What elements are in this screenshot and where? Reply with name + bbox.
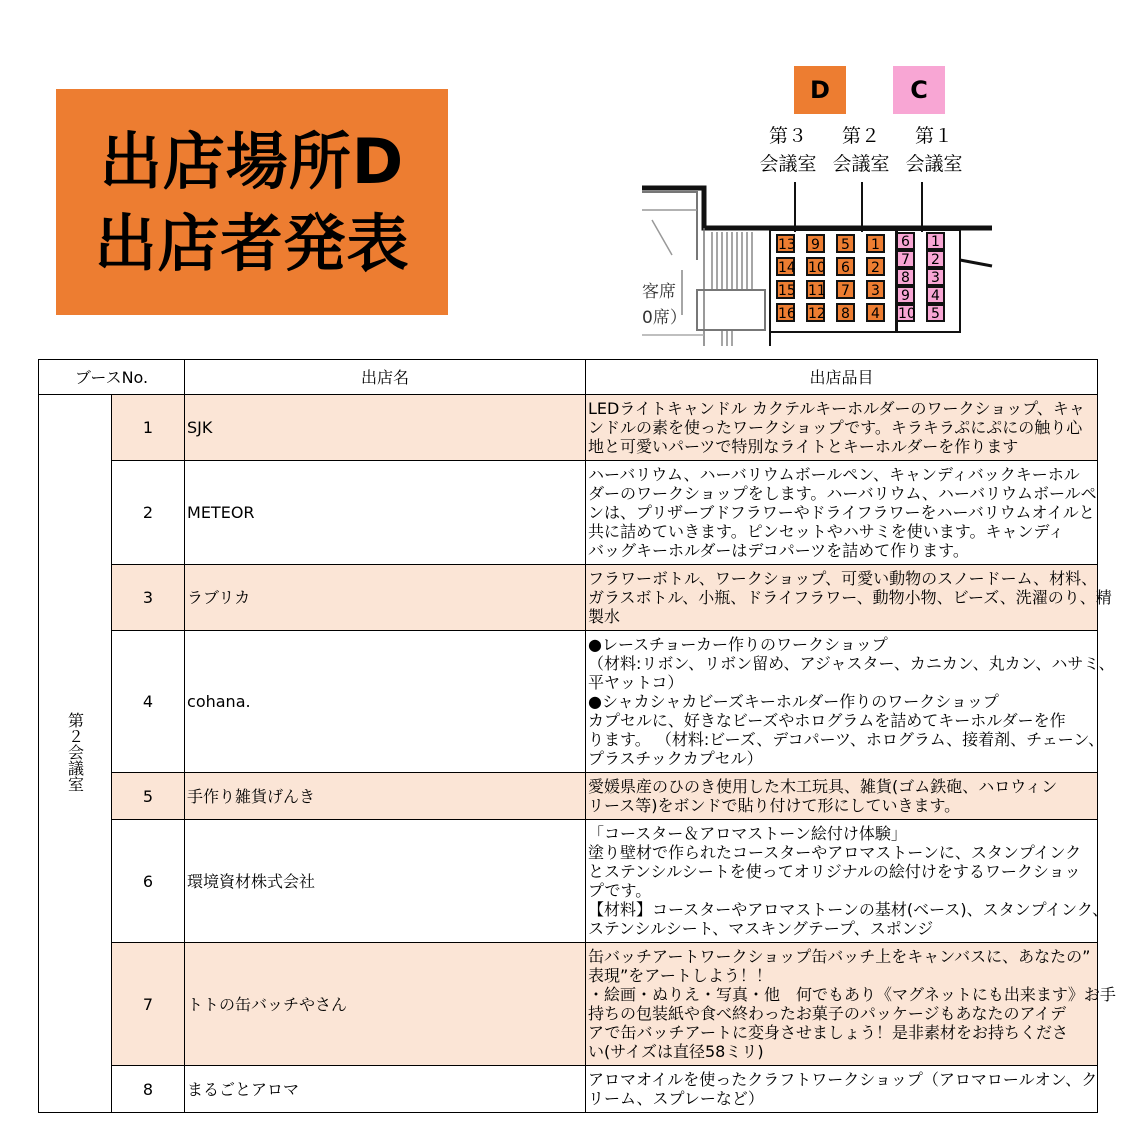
room-label-1 bbox=[901, 122, 967, 178]
shop-name: まるごとアロマ bbox=[185, 1066, 586, 1113]
description-line: バッグキーホルダーはデコパーツを詰めて作ります。 bbox=[588, 541, 969, 560]
description-line: ステンシルシート、マスキングテープ、スポンジ bbox=[588, 919, 934, 938]
description-line: 地と可愛いパーツで特別なライトとキーホルダーを作ります bbox=[588, 437, 1019, 456]
item-description bbox=[586, 820, 1109, 943]
exhibitor-table bbox=[38, 359, 1116, 1113]
room-name: 第２会議室 bbox=[65, 711, 85, 792]
table-row bbox=[39, 565, 1098, 631]
shop-name: ラブリカ bbox=[185, 565, 586, 631]
table-row bbox=[39, 773, 1098, 820]
area-c-tag: C bbox=[893, 66, 945, 114]
description-line: ガラスボトル、小瓶、ドライフラワー、動物小物、ビーズ、洗濯のり、精 bbox=[588, 588, 1112, 607]
shop-name: 手作り雑貨げんき bbox=[185, 773, 586, 820]
room-3-line2: 会議室 bbox=[759, 153, 817, 175]
description-line: LEDライトキャンドル カクテルキーホルダーのワークショップ、キャ bbox=[588, 399, 1085, 418]
room-cell bbox=[39, 395, 112, 1113]
booth-orange: 8 bbox=[836, 303, 855, 322]
room-1-line1: 第１ bbox=[914, 125, 953, 147]
item-description bbox=[586, 461, 1098, 565]
description-line: プです。 bbox=[588, 881, 652, 900]
room-2-line1: 第２ bbox=[841, 125, 880, 147]
table-row bbox=[39, 1066, 1098, 1113]
item-description bbox=[586, 631, 1115, 773]
description-line: ります。 （材料:ビーズ、デコパーツ、ホログラム、接着剤、チェーン、 bbox=[588, 730, 1105, 749]
item-description bbox=[586, 773, 1098, 820]
booth-orange: 14 bbox=[776, 257, 795, 276]
seat-label-2: 0席） bbox=[642, 308, 687, 328]
description-line: 持ちの包装紙や食べ終わったお菓子のパッケージもあなたのアイデ bbox=[588, 1004, 1067, 1023]
booth-orange: 1 bbox=[866, 234, 885, 253]
item-description bbox=[586, 565, 1112, 631]
description-line: プラスチックカプセル） bbox=[588, 749, 763, 768]
description-line: 【材料】コースターやアロマストーンの基材(ベース)、スタンプインク、 bbox=[588, 900, 1109, 919]
booth-orange: 16 bbox=[776, 303, 795, 322]
booth-number: 4 bbox=[112, 631, 185, 773]
booth-orange: 11 bbox=[806, 280, 825, 299]
description-line: 「コースター＆アロマストーン絵付け体験」 bbox=[588, 824, 907, 843]
area-d-tag: D bbox=[794, 66, 846, 114]
description-line: フラワーボトル、ワークショップ、可愛い動物のスノードーム、材料、 bbox=[588, 569, 1098, 588]
booth-orange: 13 bbox=[776, 234, 795, 253]
booth-number: 1 bbox=[112, 395, 185, 461]
description-line: ンは、プリザーブドフラワーやドライフラワーをハーバリウムオイルと bbox=[588, 503, 1095, 522]
table-row bbox=[39, 461, 1098, 565]
booth-orange: 9 bbox=[806, 234, 825, 253]
booth-orange: 7 bbox=[836, 280, 855, 299]
item-description bbox=[586, 395, 1098, 461]
description-line: い(サイズは直径58ミリ) bbox=[588, 1042, 764, 1061]
description-line: リース等)をボンドで貼り付けて形にしていきます。 bbox=[588, 796, 961, 815]
booth-pink: 10 bbox=[898, 306, 916, 322]
table-row bbox=[39, 395, 1098, 461]
description-line: 缶バッチアートワークショップ缶バッチ上をキャンバスに、あなたの” bbox=[588, 947, 1091, 966]
description-line: （材料:リボン、リボン留め、アジャスター、カニカン、丸カン、ハサミ、 bbox=[588, 654, 1115, 673]
description-line: アで缶バッチアートに変身させましょう！是非素材をお持ちくださ bbox=[588, 1023, 1069, 1042]
description-line: リーム、スプレーなど） bbox=[588, 1089, 764, 1108]
description-line: 表現”をアートしよう！！ bbox=[588, 966, 772, 985]
room-3-line1: 第３ bbox=[768, 125, 807, 147]
shop-name: トトの缶バッチやさん bbox=[185, 943, 586, 1066]
description-line: ●シャカシャカビーズキーホルダー作りのワークショップ bbox=[588, 692, 999, 711]
booth-number: 6 bbox=[112, 820, 185, 943]
booth-orange: 5 bbox=[836, 234, 855, 253]
booth-pink: 4 bbox=[926, 286, 945, 304]
booth-orange: 6 bbox=[836, 257, 855, 276]
description-line: とステンシルシートを使ってオリジナルの絵付けをするワークショッ bbox=[588, 862, 1081, 881]
header-items: 出店品目 bbox=[586, 360, 1098, 395]
booth-pink: 8 bbox=[896, 268, 915, 286]
description-line: 共に詰めていきます。ピンセットやハサミを使います。キャンディ bbox=[588, 522, 1065, 541]
booth-number: 3 bbox=[112, 565, 185, 631]
shop-name: SJK bbox=[185, 395, 586, 461]
description-line: アロマオイルを使ったクラフトワークショップ（アロマロールオン、ク bbox=[588, 1070, 1098, 1089]
booth-pink: 7 bbox=[896, 250, 915, 268]
booth-number: 7 bbox=[112, 943, 185, 1066]
title-line-2: 出店者発表 bbox=[94, 207, 410, 280]
table-row bbox=[39, 943, 1098, 1066]
floor-map bbox=[642, 60, 1002, 346]
booth-pink: 2 bbox=[926, 250, 945, 268]
booth-number: 2 bbox=[112, 461, 185, 565]
booth-pink: 9 bbox=[896, 286, 915, 304]
item-description bbox=[586, 943, 1116, 1066]
booth-orange: 3 bbox=[866, 280, 885, 299]
description-line: 製水 bbox=[588, 607, 621, 626]
title-banner bbox=[56, 89, 448, 315]
shop-name: cohana. bbox=[185, 631, 586, 773]
header-shop-name: 出店名 bbox=[185, 360, 586, 395]
item-description bbox=[586, 1066, 1098, 1113]
table-header-row bbox=[39, 360, 1098, 395]
description-line: 塗り壁材で作られたコースターやアロマストーンに、スタンプインク bbox=[588, 843, 1082, 862]
seat-label-1: 客席 bbox=[642, 282, 676, 302]
booth-pink: 3 bbox=[926, 268, 945, 286]
booth-orange: 12 bbox=[806, 303, 825, 322]
booth-number: 5 bbox=[112, 773, 185, 820]
title-line-1: 出店場所D bbox=[99, 125, 405, 198]
description-line: ダーのワークショップをします。ハーバリウム、ハーバリウムボールペ bbox=[588, 484, 1097, 503]
header-booth-no: ブースNo. bbox=[39, 360, 185, 395]
booth-pink: 6 bbox=[896, 232, 915, 250]
table-row bbox=[39, 631, 1098, 773]
shop-name: 環境資材株式会社 bbox=[185, 820, 586, 943]
booth-number: 8 bbox=[112, 1066, 185, 1113]
description-line: ●レースチョーカー作りのワークショップ bbox=[588, 635, 888, 654]
booth-orange: 2 bbox=[866, 257, 885, 276]
description-line: ハーバリウム、ハーバリウムボールペン、キャンディバックキーホル bbox=[588, 465, 1080, 484]
booth-pink: 5 bbox=[926, 304, 945, 322]
description-line: 愛媛県産のひのき使用した木工玩具、雑貨(ゴム鉄砲、ハロウィン bbox=[588, 777, 1058, 796]
booth-pink: 1 bbox=[926, 232, 945, 250]
room-1-line2: 会議室 bbox=[905, 153, 963, 175]
booth-orange: 15 bbox=[776, 280, 795, 299]
description-line: ・絵画・ぬりえ・写真・他 何でもあり《マグネットにも出来ます》お手 bbox=[588, 985, 1116, 1004]
room-2-line2: 会議室 bbox=[832, 153, 890, 175]
description-line: カプセルに、好きなビーズやホログラムを詰めてキーホルダーを作 bbox=[588, 711, 1066, 730]
table-row bbox=[39, 820, 1098, 943]
room-label-2 bbox=[828, 122, 894, 178]
booth-orange: 10 bbox=[806, 257, 825, 276]
room-label-3 bbox=[755, 122, 821, 178]
description-line: 平ヤットコ） bbox=[588, 673, 684, 692]
shop-name: METEOR bbox=[185, 461, 586, 565]
description-line: ンドルの素を使ったワークショップです。キラキラぷにぷにの触り心 bbox=[588, 418, 1083, 437]
booth-orange: 4 bbox=[866, 303, 885, 322]
